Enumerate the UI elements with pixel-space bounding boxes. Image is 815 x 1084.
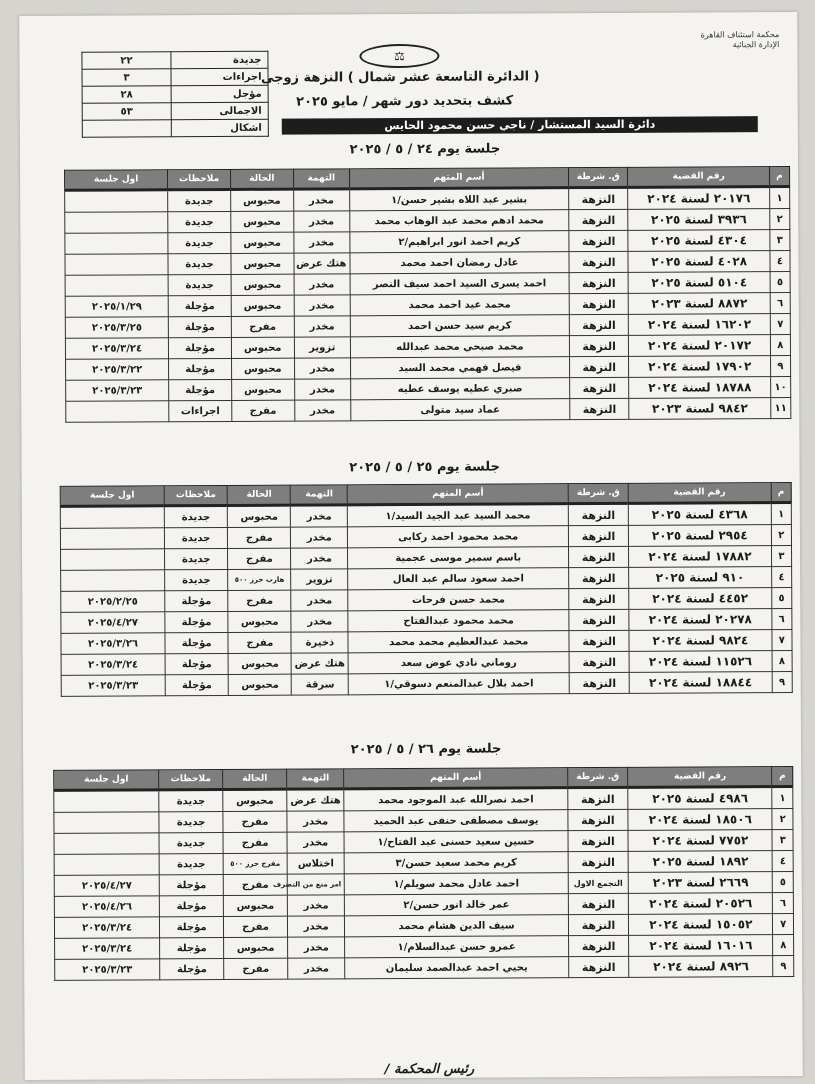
cell-state: محبوس xyxy=(231,232,294,253)
table-row xyxy=(66,398,791,423)
cell-state: محبوس xyxy=(232,379,295,400)
cell-m: ٥ xyxy=(770,272,790,293)
cell-state: محبوس xyxy=(224,937,288,958)
cell-m: ٦ xyxy=(773,893,794,914)
cell-first-session xyxy=(54,790,159,813)
cell-m: ٨ xyxy=(773,935,794,956)
cell-charge: مخدر xyxy=(288,958,346,979)
cell-station: النزهة xyxy=(568,525,628,546)
cell-station: النزهة xyxy=(568,893,629,914)
column-header-station: ق. شرطة xyxy=(567,767,628,787)
cell-station: النزهة xyxy=(569,230,629,251)
cell-station: النزهة xyxy=(568,503,628,525)
cell-first-session xyxy=(65,212,168,234)
cell-state: مفرج xyxy=(228,548,291,569)
session-title: جلسة يوم ٢٥ / ٥ / ٢٠٢٥ xyxy=(349,459,500,476)
stats-label: جديدة xyxy=(171,51,268,69)
cell-m: ٤ xyxy=(773,851,794,872)
scales-of-justice-icon: ⚖ xyxy=(359,44,439,68)
cell-remarks: مؤجلة xyxy=(160,958,224,979)
cell-accused: كريم احمد انور ابراهيم/٢ xyxy=(350,231,569,253)
cell-first-session xyxy=(66,401,169,423)
cell-case-number: ١٧٩٠٢ لسنة ٢٠٢٤ xyxy=(629,356,770,378)
cell-first-session: ٢٠٢٥/٤/٢٧ xyxy=(54,875,159,897)
cell-charge: مخدر xyxy=(293,232,349,253)
cell-station: النزهة xyxy=(569,546,629,567)
cell-charge: مخدر xyxy=(291,611,348,632)
cell-case-number: ٩٨٢٤ لسنة ٢٠٢٤ xyxy=(629,630,772,652)
court-line: الإدارة الجنائية xyxy=(732,40,780,50)
cell-first-session: ٢٠٢٥/٢/٢٥ xyxy=(61,591,165,613)
cell-station: النزهة xyxy=(568,851,629,872)
cell-remarks: مؤجلة xyxy=(169,379,232,400)
cell-m: ٥ xyxy=(773,872,794,893)
cell-accused: محمد عيد احمد محمد xyxy=(350,294,569,316)
stats-value: ٥٣ xyxy=(82,103,171,120)
cell-case-number: ٤٤٥٢ لسنة ٢٠٢٤ xyxy=(629,588,772,610)
cell-station: النزهة xyxy=(567,787,628,809)
cell-case-number: ٢٠٢٧٨ لسنة ٢٠٢٤ xyxy=(629,609,772,631)
cell-station: النزهة xyxy=(569,314,629,335)
cell-accused: احمد عادل محمد سويلم/١ xyxy=(345,873,568,895)
cell-first-session: ٢٠٢٥/٣/٢٤ xyxy=(55,938,160,960)
cell-accused: يحيي احمد عبدالصمد سليمان xyxy=(345,957,568,979)
cell-state: مفرج xyxy=(223,874,287,895)
cell-m: ٦ xyxy=(770,293,790,314)
cell-m: ٨ xyxy=(772,651,792,672)
cell-station: النزهة xyxy=(569,209,629,230)
cell-remarks: جديدة xyxy=(168,253,231,274)
cell-state: محبوس xyxy=(228,653,291,674)
column-header-case-number: رقم القضية xyxy=(628,167,769,188)
cell-remarks: مؤجلة xyxy=(165,611,228,632)
stats-label: الاجمالى xyxy=(171,102,268,120)
cell-m: ١٠ xyxy=(770,377,790,398)
stats-value: ٢٢ xyxy=(82,52,171,69)
cell-state: مفرج xyxy=(228,632,291,653)
session-title: جلسة يوم ٢٦ / ٥ / ٢٠٢٥ xyxy=(350,741,502,758)
cell-case-number: ٢٠٥٢٦ لسنة ٢٠٢٤ xyxy=(629,893,773,915)
cell-m: ١ xyxy=(769,187,789,209)
cell-case-number: ٤٩٨٦ لسنة ٢٠٢٥ xyxy=(628,787,772,810)
column-header-accused: أسم المتهم xyxy=(344,768,567,789)
cell-remarks: جديدة xyxy=(164,505,227,527)
cell-m: ٢ xyxy=(771,525,791,546)
cell-first-session xyxy=(65,233,168,255)
column-header-charge: التهمة xyxy=(293,169,349,189)
cell-remarks: جديدة xyxy=(159,853,223,874)
cell-m: ٨ xyxy=(770,335,790,356)
cell-first-session: ٢٠٢٥/٣/٢٣ xyxy=(61,675,165,697)
circuit-title: ( الدائرة التاسعة عشر شمال ) النزهة زوجى xyxy=(260,69,540,86)
cell-charge: مخدر xyxy=(294,274,350,295)
cell-accused: كريم سيد حسن احمد xyxy=(350,315,569,337)
cell-station: النزهة xyxy=(569,356,629,377)
cell-charge: هتك عرض xyxy=(287,789,345,811)
cell-first-session xyxy=(65,254,168,276)
cell-remarks: مؤجلة xyxy=(168,316,231,337)
cell-remarks: مؤجلة xyxy=(159,874,223,895)
column-header-accused: أسم المتهم xyxy=(349,168,568,189)
cell-first-session: ٢٠٢٥/٣/٢٣ xyxy=(66,380,169,402)
cell-state: مفرج حرز ٥٠٠ xyxy=(223,853,287,874)
cell-accused: فيصل فهمي محمد السيد xyxy=(350,357,569,379)
cell-case-number: ٣٩٣٦ لسنة ٢٠٢٥ xyxy=(628,209,769,231)
cell-state: مفرج xyxy=(231,316,294,337)
cell-accused: احمد يسرى السيد احمد سيف النصر xyxy=(350,273,569,295)
cell-remarks: مؤجلة xyxy=(165,632,228,653)
cell-first-session: ٢٠٢٥/٣/٢٤ xyxy=(65,338,168,360)
cell-accused: احمد سعود سالم عبد العال xyxy=(348,568,569,590)
cell-m: ٣ xyxy=(771,546,791,567)
cell-state: محبوس xyxy=(231,358,294,379)
cell-station: النزهة xyxy=(568,809,629,830)
cell-state: مفرج xyxy=(228,590,291,611)
cell-first-session: ٢٠٢٥/٣/٢٤ xyxy=(61,654,165,676)
cell-charge: تزوير xyxy=(291,569,348,590)
summary-stats-table xyxy=(81,51,268,138)
cell-state: مفرج xyxy=(232,400,295,421)
cell-case-number: ٤٠٢٨ لسنة ٢٠٢٥ xyxy=(628,251,769,273)
cell-case-number: ١٧٨٨٢ لسنة ٢٠٢٤ xyxy=(629,546,772,568)
cell-remarks: جديدة xyxy=(168,232,231,253)
cell-accused: عمر خالد انور حسن/٢ xyxy=(345,894,568,916)
cases-table-session-2 xyxy=(60,482,793,697)
column-header-remarks: ملاحظات xyxy=(168,169,231,189)
cell-station: النزهة xyxy=(569,588,629,609)
cell-state: محبوس xyxy=(231,295,294,316)
stats-label: مؤجل xyxy=(171,85,268,103)
cell-remarks: جديدة xyxy=(159,832,223,853)
cell-charge: مخدر xyxy=(294,316,350,337)
cell-case-number: ١٨٩٢ لسنة ٢٠٢٥ xyxy=(628,851,772,873)
column-header-case-number: رقم القضية xyxy=(628,483,771,504)
cell-remarks: جديدة xyxy=(165,569,228,590)
cell-accused: محمد ادهم محمد عبد الوهاب محمد xyxy=(350,210,569,232)
cell-station: النزهة xyxy=(570,398,630,419)
cell-charge: تزوير xyxy=(294,337,350,358)
cell-first-session: ٢٠٢٥/١/٢٩ xyxy=(65,296,168,318)
column-header-m: م xyxy=(771,483,791,503)
cell-first-session: ٢٠٢٥/٤/٢٧ xyxy=(61,612,165,634)
stats-label: اجراءات xyxy=(171,68,268,86)
cell-station: النزهة xyxy=(569,630,629,651)
cell-first-session: ٢٠٢٥/٣/٢٦ xyxy=(61,633,165,655)
cell-state: محبوس xyxy=(228,505,291,527)
cell-first-session: ٢٠٢٥/٣/٢٤ xyxy=(54,917,159,939)
cell-charge: مخدر xyxy=(291,505,348,527)
cell-m: ٤ xyxy=(770,251,790,272)
column-header-state: الحالة xyxy=(230,169,293,189)
cell-case-number: ٤٣٦٨ لسنة ٢٠٢٥ xyxy=(628,503,771,526)
cell-first-session xyxy=(60,506,164,529)
cell-m: ٧ xyxy=(772,630,792,651)
cell-charge: مخدر xyxy=(287,916,345,937)
cell-m: ٧ xyxy=(770,314,790,335)
cell-m: ٧ xyxy=(773,914,794,935)
cell-case-number: ٢٩٥٤ لسنة ٢٠٢٥ xyxy=(628,525,771,547)
cell-remarks: جديدة xyxy=(159,789,223,811)
cell-accused: محمد حسن فرحات xyxy=(348,589,569,611)
cell-case-number: ٢٠١٧٢ لسنة ٢٠٢٤ xyxy=(629,335,770,357)
cell-state: مفرج xyxy=(228,527,291,548)
cell-accused: احمد بلال عبدالمنعم دسوقي/١ xyxy=(348,673,569,695)
stats-row xyxy=(82,85,268,103)
cell-charge: مخدر xyxy=(287,895,345,916)
cell-charge: مخدر xyxy=(293,211,349,232)
cell-m: ٦ xyxy=(771,609,791,630)
cell-state: محبوس xyxy=(228,611,291,632)
cell-accused: عماد سيد متولى xyxy=(351,399,570,421)
cell-m: ١ xyxy=(771,503,791,525)
cell-state: محبوس xyxy=(223,895,287,916)
column-header-state: الحالة xyxy=(223,769,287,789)
cell-case-number: ١٦٠١٦ لسنة ٢٠٢٤ xyxy=(629,935,773,957)
cell-state: محبوس xyxy=(231,211,294,232)
cell-accused: محمد السيد عبد الجيد السيد/١ xyxy=(348,504,569,527)
cell-state: مفرج xyxy=(223,832,287,853)
cell-accused: صبري عطيه يوسف عطيه xyxy=(351,378,570,400)
cell-case-number: ٢٠١٧٦ لسنة ٢٠٢٤ xyxy=(628,187,769,210)
cell-m: ٢ xyxy=(772,809,793,830)
cell-remarks: جديدة xyxy=(164,527,227,548)
cell-case-number: ٢٦٦٩ لسنة ٢٠٢٣ xyxy=(629,872,773,894)
cell-m: ٥ xyxy=(771,588,791,609)
column-header-first-session: اول جلسة xyxy=(65,170,168,191)
cell-m: ١ xyxy=(772,787,793,809)
cell-first-session xyxy=(54,833,159,855)
cell-m: ٩ xyxy=(773,956,794,977)
cell-case-number: ١١٥٢٦ لسنة ٢٠٢٤ xyxy=(629,651,772,673)
table-row xyxy=(55,956,794,981)
cell-case-number: ٧٧٥٢ لسنة ٢٠٢٤ xyxy=(628,830,772,852)
cell-first-session: ٢٠٢٥/٣/٢٢ xyxy=(66,359,169,381)
cell-accused: بشير عبد اللاه بشير حسن/١ xyxy=(350,188,569,211)
cell-station: النزهة xyxy=(569,335,629,356)
cell-first-session xyxy=(61,570,165,592)
cell-accused: محمد عبدالعظيم محمد محمد xyxy=(348,631,569,653)
cell-charge: مخدر xyxy=(291,590,348,611)
cell-charge: مخدر xyxy=(291,527,348,548)
stats-value xyxy=(82,120,171,137)
cell-first-session: ٢٠٢٥/٣/٢٥ xyxy=(65,317,168,339)
cell-charge: سرقة xyxy=(292,674,349,695)
cell-charge: مخدر xyxy=(294,295,350,316)
cell-first-session xyxy=(54,812,159,834)
cell-charge: اختلاس xyxy=(287,853,345,874)
cell-state: محبوس xyxy=(231,189,294,211)
cell-charge: هتك عرض xyxy=(294,253,350,274)
column-header-station: ق. شرطة xyxy=(568,167,628,187)
cell-accused: عمرو حسن عبدالسلام/١ xyxy=(345,936,568,958)
cell-remarks: جديدة xyxy=(168,274,231,295)
cell-station: النزهة xyxy=(569,187,629,209)
stats-row xyxy=(82,68,268,86)
court-president-signature: رئيس المحكمة / xyxy=(384,1061,475,1078)
cell-station: النزهة xyxy=(569,272,629,293)
cell-accused: محمد محمود عبدالفتاح xyxy=(348,610,569,632)
cell-state: هارب حرز ٥٠٠ xyxy=(228,569,291,590)
cell-state: محبوس xyxy=(231,337,294,358)
cell-first-session xyxy=(65,190,168,213)
cell-charge: مخدر xyxy=(291,548,348,569)
column-header-state: الحالة xyxy=(227,485,290,505)
cell-case-number: ٨٨٧٢ لسنة ٢٠٢٣ xyxy=(629,293,770,315)
stats-label: اشكال xyxy=(171,119,268,137)
column-header-case-number: رقم القضية xyxy=(628,767,772,788)
cell-state: مفرج xyxy=(224,916,288,937)
cell-case-number: ٩٨٤٢ لسنة ٢٠٢٣ xyxy=(629,398,770,420)
cell-charge: مخدر xyxy=(294,379,350,400)
column-header-remarks: ملاحظات xyxy=(159,769,223,789)
column-header-m: م xyxy=(769,167,789,187)
cell-remarks: جديدة xyxy=(168,211,231,232)
cell-case-number: ١٦٢٠٢ لسنة ٢٠٢٤ xyxy=(629,314,770,336)
stats-row xyxy=(82,102,268,120)
cell-accused: سيف الدين هشام محمد xyxy=(345,915,568,937)
court-header xyxy=(679,30,779,51)
column-header-station: ق. شرطة xyxy=(568,483,628,503)
cell-m: ١١ xyxy=(771,398,791,419)
column-header-accused: أسم المتهم xyxy=(347,484,568,505)
cell-case-number: ١٨٧٨٨ لسنة ٢٠٢٤ xyxy=(629,377,770,399)
cell-charge: مخدر xyxy=(294,400,350,421)
cell-case-number: ٤٣٠٤ لسنة ٢٠٢٥ xyxy=(628,230,769,252)
cell-case-number: ١٨٨٤٤ لسنة ٢٠٢٤ xyxy=(629,672,772,694)
cell-charge: ذخيرة xyxy=(291,632,348,653)
column-header-charge: التهمة xyxy=(287,769,345,789)
sheet-title: كشف بتحديد دور شهر / مايو ٢٠٢٥ xyxy=(296,93,514,110)
cell-state: محبوس xyxy=(231,253,294,274)
cell-m: ٤ xyxy=(771,567,791,588)
cell-accused: احمد نصرالله عبد الموجود محمد xyxy=(344,788,567,811)
cell-remarks: مؤجلة xyxy=(169,358,232,379)
cell-case-number: ١٥٠٥٢ لسنة ٢٠٢٤ xyxy=(629,914,773,936)
table-row xyxy=(61,672,792,697)
cell-accused: كريم محمد سعيد حسن/٣ xyxy=(345,852,568,874)
cell-state: محبوس xyxy=(223,789,287,811)
cell-station: النزهة xyxy=(569,567,629,588)
cell-charge: مخدر xyxy=(287,832,345,853)
cell-accused: باسم سمير موسى عجمية xyxy=(348,547,569,569)
cell-accused: محمد صبحي محمد عبدالله xyxy=(350,336,569,358)
cell-remarks: جديدة xyxy=(159,811,223,832)
stats-row xyxy=(82,51,268,69)
cell-m: ٩ xyxy=(772,672,792,693)
cell-state: مفرج xyxy=(224,958,288,979)
cell-first-session xyxy=(61,549,165,571)
document-page xyxy=(19,12,803,1080)
stats-value: ٣ xyxy=(82,69,171,86)
cell-station: النزهة xyxy=(568,830,629,851)
cell-remarks: مؤجلة xyxy=(169,337,232,358)
session-title: جلسة يوم ٢٤ / ٥ / ٢٠٢٥ xyxy=(349,141,501,158)
cell-m: ٩ xyxy=(770,356,790,377)
cell-case-number: ٩١٠ لسنة ٢٠٢٥ xyxy=(629,567,772,589)
cell-m: ٣ xyxy=(770,230,790,251)
cell-station: النزهة xyxy=(569,293,629,314)
cell-first-session: ٢٠٢٥/٣/٢٣ xyxy=(55,959,160,981)
cell-remarks: مؤجلة xyxy=(165,674,228,695)
cell-charge: مخدر xyxy=(288,937,346,958)
cell-state: محبوس xyxy=(228,674,291,695)
cell-remarks: مؤجلة xyxy=(160,916,224,937)
cell-station: النزهة xyxy=(569,651,629,672)
cell-case-number: ٥١٠٤ لسنة ٢٠٢٥ xyxy=(629,272,770,294)
column-header-m: م xyxy=(772,767,793,787)
cell-charge: امر منع من التصرف xyxy=(287,874,345,895)
cell-first-session xyxy=(60,528,164,550)
cell-state: مفرج xyxy=(223,811,287,832)
cases-table-session-1 xyxy=(64,166,791,423)
cell-charge: مخدر xyxy=(287,811,345,832)
judge-banner: دائرة السيد المستشار / ناجي حسن محمود الحايس xyxy=(282,116,758,134)
cell-station: النزهة xyxy=(568,956,629,977)
cell-m: ٢ xyxy=(770,209,790,230)
cell-accused: حسين سعيد حسنى عبد الفتاح/١ xyxy=(344,831,567,853)
cell-remarks: اجراءات xyxy=(169,400,232,421)
cell-state: محبوس xyxy=(231,274,294,295)
cell-accused: يوسف مصطفى حنفى عبد الحميد xyxy=(344,810,567,832)
cell-accused: عادل رمضان احمد محمد xyxy=(350,252,569,274)
cell-m: ٣ xyxy=(772,830,793,851)
column-header-remarks: ملاحظات xyxy=(164,485,227,505)
cases-table-session-3 xyxy=(53,766,794,981)
cell-charge: مخدر xyxy=(293,189,349,211)
cell-remarks: مؤجلة xyxy=(160,895,224,916)
cell-first-session xyxy=(54,854,159,876)
cell-station: التجمع الاول xyxy=(568,872,629,893)
cell-station: النزهة xyxy=(569,251,629,272)
stats-row xyxy=(82,119,268,137)
cell-remarks: مؤجلة xyxy=(160,937,224,958)
cell-remarks: مؤجلة xyxy=(168,295,231,316)
cell-station: النزهة xyxy=(568,914,629,935)
cell-first-session xyxy=(65,275,168,297)
cell-case-number: ١٨٥٠٦ لسنة ٢٠٢٤ xyxy=(628,809,772,831)
cell-first-session: ٢٠٢٥/٤/٢٦ xyxy=(54,896,159,918)
column-header-charge: التهمة xyxy=(291,485,348,505)
cell-charge: هتك عرض xyxy=(292,653,349,674)
cell-station: النزهة xyxy=(569,609,629,630)
column-header-first-session: اول جلسة xyxy=(54,770,159,791)
cell-remarks: جديدة xyxy=(165,548,228,569)
column-header-first-session: اول جلسة xyxy=(60,486,164,507)
cell-charge: مخدر xyxy=(294,358,350,379)
cell-station: النزهة xyxy=(570,377,630,398)
cell-accused: محمد محمود احمد ركابى xyxy=(348,526,569,548)
cell-remarks: جديدة xyxy=(168,189,231,211)
cell-remarks: مؤجلة xyxy=(165,653,228,674)
stats-value: ٢٨ xyxy=(82,86,171,103)
cell-case-number: ٨٩٢٦ لسنة ٢٠٢٤ xyxy=(629,956,773,978)
cell-station: النزهة xyxy=(569,672,629,693)
cell-accused: روماني نادي عوض سعد xyxy=(348,652,569,674)
court-line: محكمة استئناف القاهرة xyxy=(700,30,780,40)
cell-remarks: مؤجلة xyxy=(165,590,228,611)
cell-station: النزهة xyxy=(568,935,629,956)
